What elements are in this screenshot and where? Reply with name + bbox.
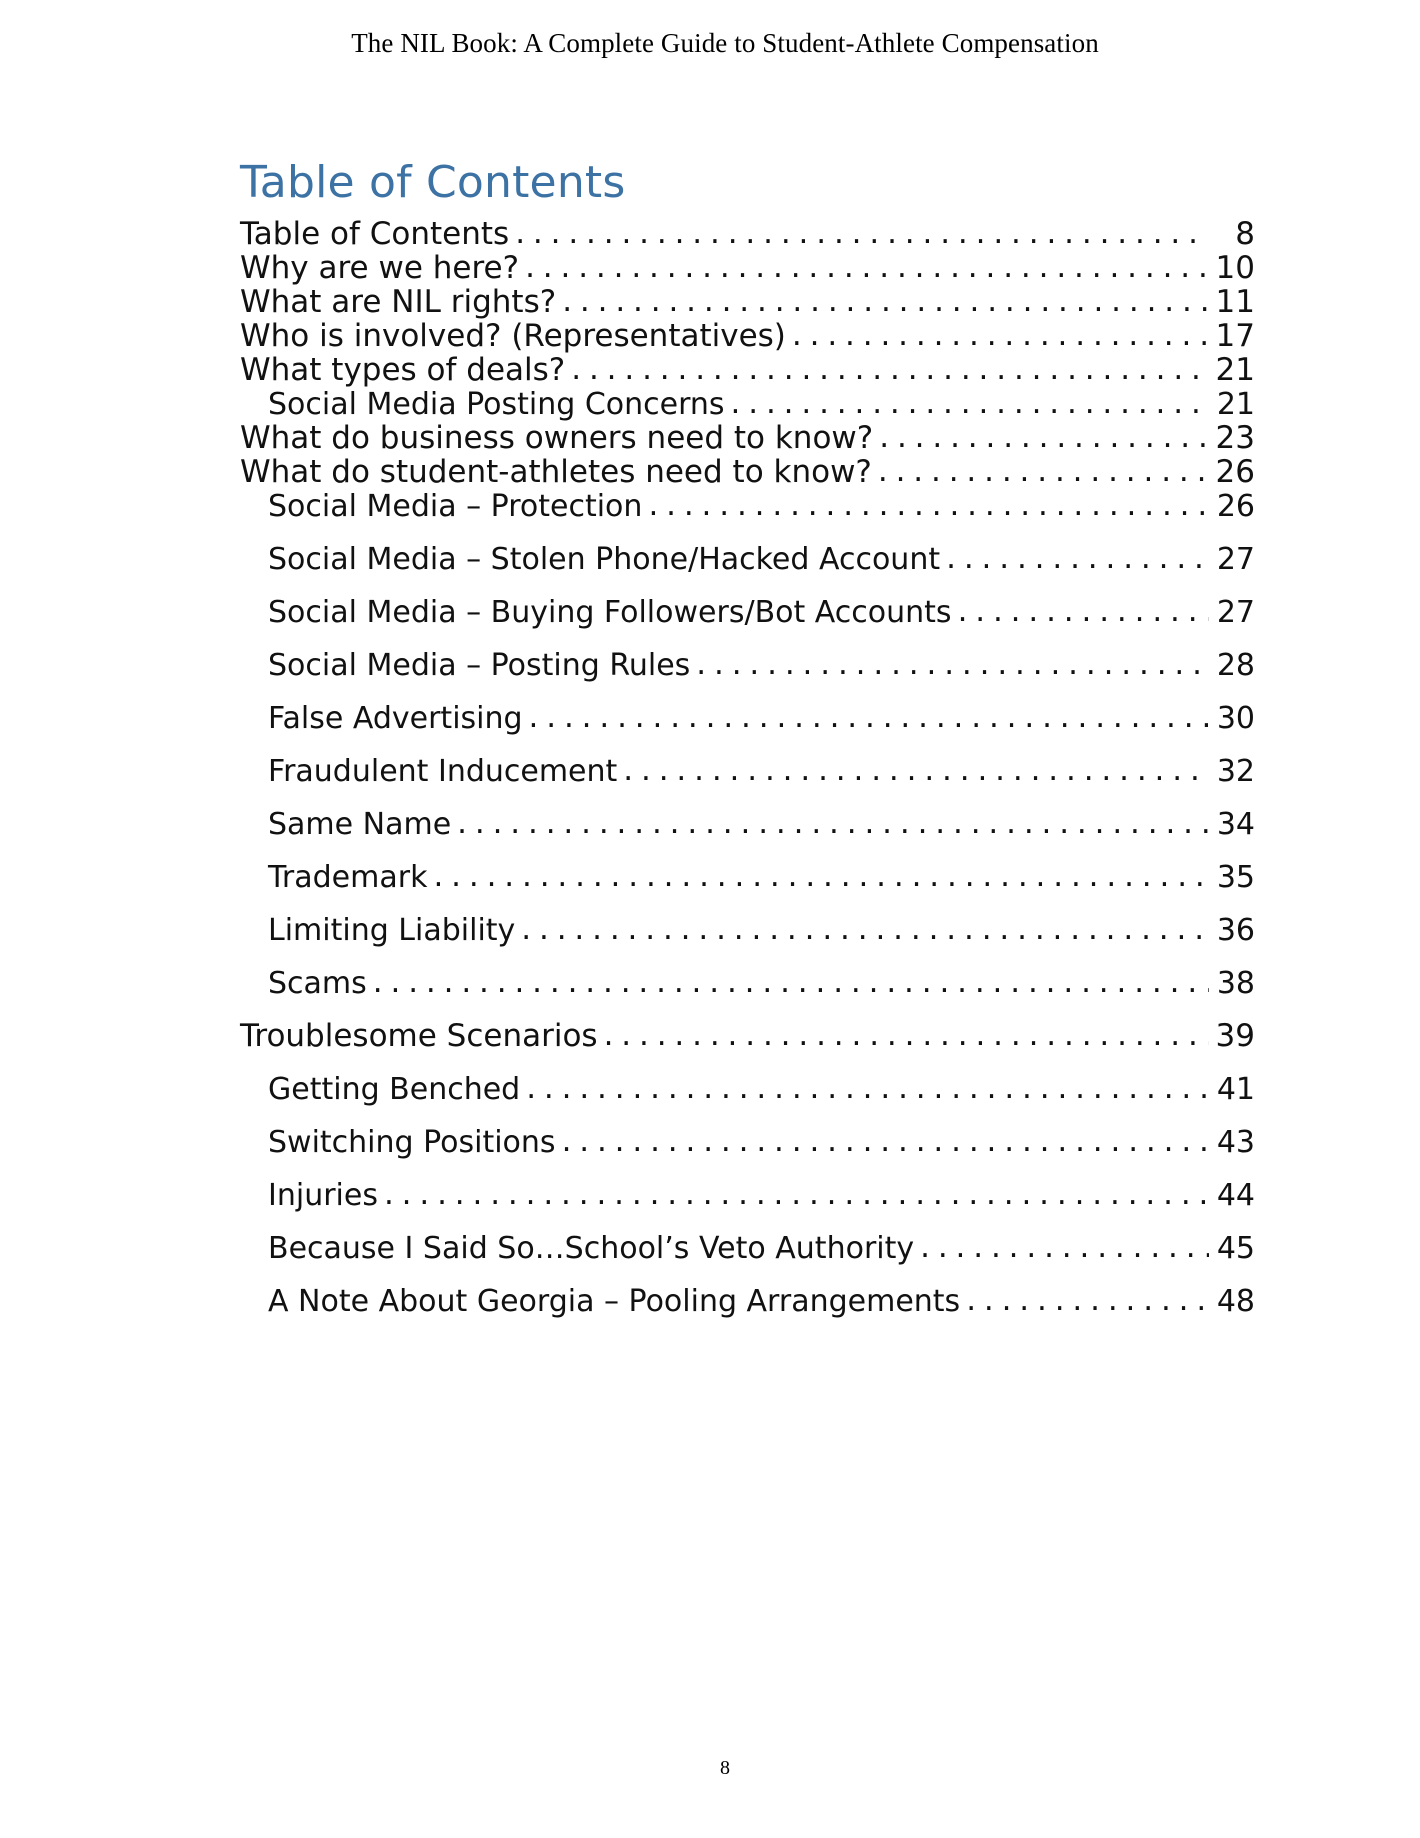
toc-leader-dots	[623, 755, 1209, 786]
toc-entry-label: Who is involved? (Representatives)	[240, 318, 786, 355]
toc-entry[interactable]	[240, 1231, 1255, 1267]
toc-leader-dots	[525, 252, 1209, 283]
toc-entry-page: 34	[1216, 807, 1255, 843]
toc-entry-page: 43	[1216, 1125, 1255, 1161]
toc-entry[interactable]	[240, 701, 1255, 737]
toc-entry[interactable]	[240, 250, 1255, 287]
toc-leader-dots	[562, 286, 1209, 317]
toc-entry-page: 45	[1216, 1231, 1255, 1267]
toc-entry-label: Injuries	[268, 1178, 378, 1214]
toc-entry-label: Troublesome Scenarios	[240, 1018, 598, 1055]
page-number-footer: 8	[720, 1757, 730, 1779]
toc-leader-dots	[529, 702, 1209, 733]
toc-leader-dots	[958, 596, 1209, 627]
toc-entry[interactable]	[240, 1178, 1255, 1214]
toc-entry[interactable]	[240, 284, 1255, 321]
toc-leader-dots	[571, 354, 1209, 385]
toc-entry-label: What are NIL rights?	[240, 284, 557, 321]
toc-entry[interactable]	[240, 216, 1255, 253]
toc-leader-dots	[946, 543, 1209, 574]
toc-entry-page: 38	[1216, 966, 1255, 1002]
toc-entry[interactable]	[240, 352, 1255, 389]
toc-entry[interactable]	[240, 807, 1255, 843]
toc-entry[interactable]	[240, 420, 1255, 457]
toc-leader-dots	[879, 422, 1209, 453]
toc-entry-page: 28	[1216, 648, 1255, 684]
running-head: The NIL Book: A Complete Guide to Student-Athlete Compensation	[351, 28, 1099, 58]
toc-entry-label: Scams	[268, 966, 367, 1002]
toc-entry-label: What types of deals?	[240, 352, 566, 389]
toc-entry-label: Getting Benched	[268, 1072, 521, 1108]
toc-entry-page: 27	[1216, 542, 1255, 578]
toc-entry-page: 39	[1215, 1018, 1255, 1055]
toc-entry[interactable]	[240, 754, 1255, 790]
toc-leader-dots	[696, 649, 1209, 680]
toc-entry-label: Trademark	[268, 860, 428, 896]
toc-entry-page: 32	[1216, 754, 1255, 790]
page-title: Table of Contents	[240, 157, 626, 208]
toc-entry-page: 36	[1216, 913, 1255, 949]
toc-entry-label: A Note About Georgia – Pooling Arrangements	[268, 1284, 961, 1320]
toc-entry-label: What do student-athletes need to know?	[240, 454, 872, 491]
toc-entry-label: Social Media – Protection	[268, 489, 643, 525]
toc-leader-dots	[604, 1020, 1209, 1051]
toc-entry-label: Social Media – Stolen Phone/Hacked Account	[268, 542, 941, 578]
toc-entry-page: 30	[1216, 701, 1255, 737]
toc-entry[interactable]	[240, 1284, 1255, 1320]
toc-leader-dots	[562, 1126, 1209, 1157]
toc-leader-dots	[966, 1285, 1209, 1316]
toc-entry-label: Table of Contents	[240, 216, 510, 253]
toc-entry-label: Fraudulent Inducement	[268, 754, 618, 790]
toc-leader-dots	[920, 1232, 1209, 1263]
toc-entry[interactable]	[240, 966, 1255, 1002]
toc-entry[interactable]	[240, 595, 1255, 631]
toc-leader-dots	[457, 808, 1209, 839]
toc-entry-page: 44	[1216, 1178, 1255, 1214]
toc-leader-dots	[515, 218, 1209, 249]
toc-entry-label: Same Name	[268, 807, 452, 843]
toc-entry-label: Because I Said So…School’s Veto Authority	[268, 1231, 915, 1267]
toc-entry[interactable]	[240, 454, 1255, 491]
toc-entry-label: Social Media – Posting Rules	[268, 648, 691, 684]
toc-entry-page: 48	[1216, 1284, 1255, 1320]
toc-entry-page: 21	[1215, 352, 1255, 389]
toc-entry-label: Why are we here?	[240, 250, 520, 287]
toc-entry-page: 10	[1215, 250, 1255, 287]
toc-entry-page: 35	[1216, 860, 1255, 896]
toc-entry-label: Social Media Posting Concerns	[268, 387, 725, 423]
toc-entry-page: 23	[1215, 420, 1255, 457]
toc-entry-page: 41	[1216, 1072, 1255, 1108]
toc-entry[interactable]	[240, 387, 1255, 423]
toc-leader-dots	[526, 1073, 1209, 1104]
toc-leader-dots	[384, 1179, 1209, 1210]
toc-leader-dots	[878, 456, 1209, 487]
toc-entry-label: False Advertising	[268, 701, 523, 737]
toc-entry[interactable]	[240, 1072, 1255, 1108]
toc-entry[interactable]	[240, 318, 1255, 355]
toc-entry[interactable]	[240, 860, 1255, 896]
toc-entry-page: 8	[1235, 216, 1255, 253]
toc-entry-label: Social Media – Buying Followers/Bot Accounts	[268, 595, 952, 631]
toc-entry-page: 21	[1216, 387, 1255, 423]
toc-entry[interactable]	[240, 1018, 1255, 1055]
toc-leader-dots	[731, 388, 1209, 419]
toc-entry-label: What do business owners need to know?	[240, 420, 874, 457]
page-content	[165, 157, 1255, 1320]
toc-entry[interactable]	[240, 648, 1255, 684]
toc-entry-page: 27	[1216, 595, 1255, 631]
toc-entry-page: 26	[1215, 454, 1255, 491]
toc-entry[interactable]	[240, 1125, 1255, 1161]
toc-leader-dots	[433, 861, 1209, 892]
toc-entry[interactable]	[240, 489, 1255, 525]
toc-entry-label: Switching Positions	[268, 1125, 556, 1161]
toc-entry-page: 26	[1216, 489, 1255, 525]
toc-leader-dots	[373, 967, 1209, 998]
table-of-contents-list	[240, 216, 1255, 1320]
toc-entry[interactable]	[240, 913, 1255, 949]
toc-leader-dots	[792, 320, 1209, 351]
toc-entry-page: 17	[1215, 318, 1255, 355]
toc-entry-label: Limiting Liability	[268, 913, 516, 949]
toc-entry-page: 11	[1215, 284, 1255, 321]
toc-leader-dots	[648, 490, 1209, 521]
toc-leader-dots	[521, 914, 1209, 945]
toc-entry[interactable]	[240, 542, 1255, 578]
